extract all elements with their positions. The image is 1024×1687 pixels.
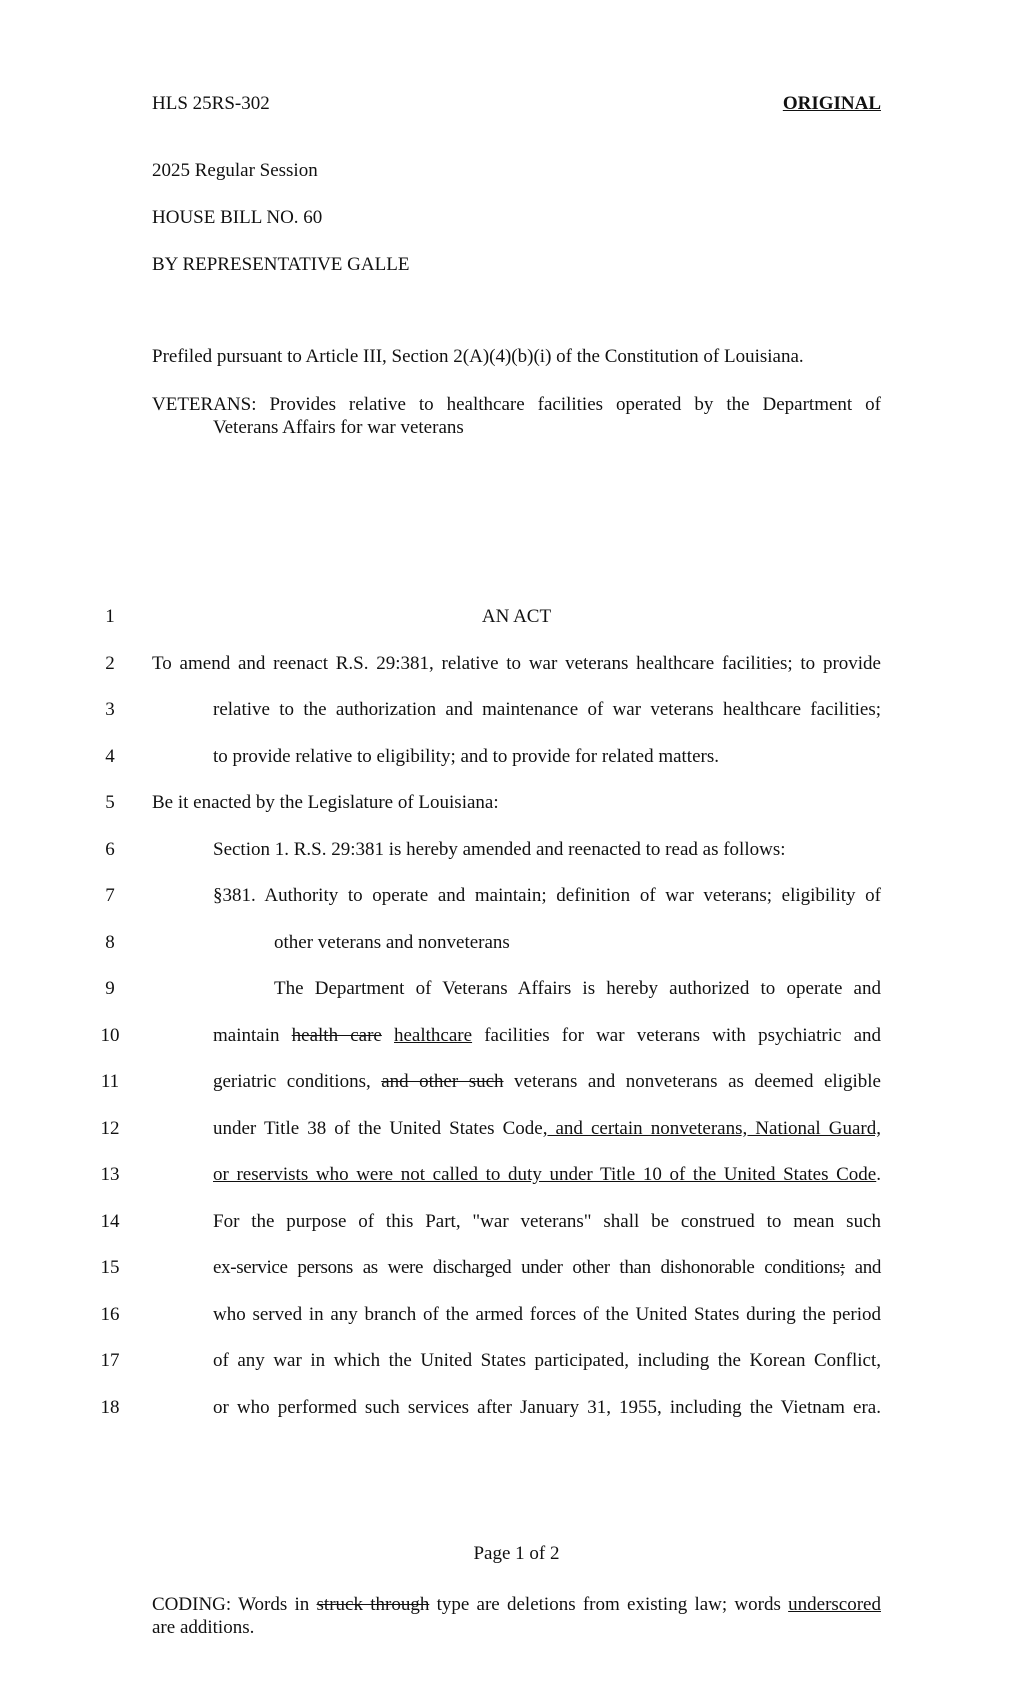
added-text: healthcare bbox=[394, 1025, 473, 1046]
coding-line-2: are additions. bbox=[152, 1617, 255, 1638]
body-line: or who performed such services after January 31, 1955, including the Vietnam era. bbox=[213, 1397, 881, 1418]
body-text: and bbox=[844, 1257, 881, 1278]
section-heading: §381. Authority to operate and maintain; definition of war veterans; eligibility of bbox=[213, 885, 881, 906]
deleted-text: health care bbox=[291, 1025, 382, 1046]
body-line: who served in any branch of the armed forces of the United States during the period bbox=[213, 1304, 881, 1325]
body-line: For the purpose of this Part, "war veterans" shall be construed to mean such bbox=[213, 1211, 881, 1232]
body-text bbox=[382, 1025, 394, 1046]
deleted-text: struck through bbox=[316, 1594, 430, 1615]
body-text: veterans and nonveterans as deemed eligible bbox=[503, 1071, 881, 1092]
line-number: 8 bbox=[105, 932, 115, 953]
line-number: 14 bbox=[100, 1211, 120, 1232]
bill-number: HOUSE BILL NO. 60 bbox=[152, 207, 323, 228]
digest-line-2: Veterans Affairs for war veterans bbox=[213, 417, 464, 438]
line-number: 10 bbox=[100, 1025, 120, 1046]
body-line bbox=[213, 1071, 881, 1093]
page-number: Page 1 of 2 bbox=[473, 1543, 560, 1564]
line-number: 12 bbox=[100, 1118, 120, 1139]
title-line: To amend and reenact R.S. 29:381, relative to war veterans healthcare facilities; to provide bbox=[152, 653, 881, 674]
line-number: 2 bbox=[105, 653, 115, 674]
body-text: geriatric conditions, bbox=[213, 1071, 382, 1092]
body-line: of any war in which the United States participated, including the Korean Conflict, bbox=[213, 1350, 881, 1371]
body-line bbox=[213, 1164, 881, 1186]
body-line: The Department of Veterans Affairs is hereby authorized to operate and bbox=[274, 978, 881, 999]
line-number: 15 bbox=[100, 1257, 120, 1278]
line-number: 9 bbox=[105, 978, 115, 999]
line-number: 3 bbox=[105, 699, 115, 720]
bill-code: HLS 25RS-302 bbox=[152, 93, 270, 114]
session-label: 2025 Regular Session bbox=[152, 160, 318, 181]
line-number: 17 bbox=[100, 1350, 120, 1371]
line-number: 13 bbox=[100, 1164, 120, 1185]
line-number: 5 bbox=[105, 792, 115, 813]
line-number: 4 bbox=[105, 746, 115, 767]
line-number: 11 bbox=[100, 1071, 120, 1092]
body-line bbox=[213, 1025, 881, 1047]
enacting-clause: Be it enacted by the Legislature of Louisiana: bbox=[152, 792, 499, 813]
body-text: . bbox=[876, 1164, 881, 1185]
act-title: AN ACT bbox=[481, 606, 552, 627]
added-text: , and certain nonveterans, National Guard, bbox=[542, 1118, 881, 1139]
digest-line-1: VETERANS: Provides relative to healthcare facilities operated by the Department of bbox=[152, 394, 881, 415]
added-text: or reservists who were not called to duty under Title 10 of the United States Code bbox=[213, 1164, 877, 1185]
body-text: maintain bbox=[213, 1025, 292, 1046]
title-line: relative to the authorization and maintenance of war veterans healthcare facilities; bbox=[213, 699, 881, 720]
line-number: 1 bbox=[105, 606, 115, 627]
line-number: 16 bbox=[100, 1304, 120, 1325]
version-label: ORIGINAL bbox=[782, 93, 881, 114]
deleted-text: ; bbox=[839, 1257, 845, 1278]
line-number: 6 bbox=[105, 839, 115, 860]
body-text: under Title 38 of the United States Code bbox=[213, 1118, 543, 1139]
body-line bbox=[213, 1257, 881, 1279]
bill-digest bbox=[152, 393, 881, 439]
author-line: BY REPRESENTATIVE GALLE bbox=[152, 254, 410, 275]
coding-note bbox=[152, 1593, 881, 1639]
section-heading: other veterans and nonveterans bbox=[274, 932, 510, 953]
body-text: facilities for war veterans with psychiatric and bbox=[472, 1025, 882, 1046]
coding-line-1 bbox=[152, 1593, 881, 1616]
body-text: ex-service persons as were discharged under other than dishonorable conditions bbox=[213, 1257, 840, 1278]
coding-text: CODING: Words in bbox=[152, 1594, 317, 1615]
coding-text: type are deletions from existing law; words bbox=[429, 1594, 789, 1615]
section-line: Section 1. R.S. 29:381 is hereby amended and reenacted to read as follows: bbox=[213, 839, 786, 860]
body-line bbox=[213, 1118, 881, 1140]
added-text: underscored bbox=[788, 1594, 881, 1615]
line-number: 18 bbox=[100, 1397, 120, 1418]
title-line: to provide relative to eligibility; and to provide for related matters. bbox=[213, 746, 719, 767]
deleted-text: and other such bbox=[381, 1071, 504, 1092]
prefiled-note: Prefiled pursuant to Article III, Section 2(A)(4)(b)(i) of the Constitution of Louisiana. bbox=[152, 346, 804, 367]
line-number: 7 bbox=[105, 885, 115, 906]
